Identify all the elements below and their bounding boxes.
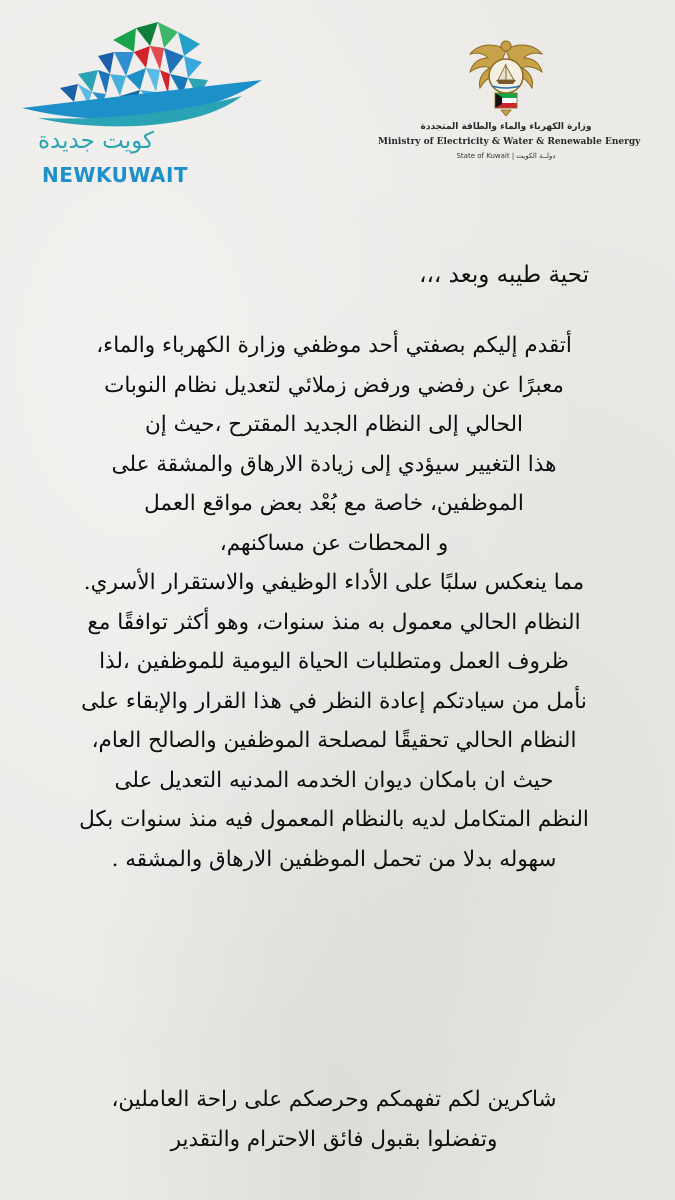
body-line: النظم المتكامل لديه بالنظام المعمول فيه منذ سنوات بكل (79, 807, 589, 832)
letter-body (14, 326, 654, 879)
kuwait-emblem-icon (468, 36, 544, 116)
letter-greeting: تحية طيبه وبعد ،،، (419, 262, 589, 288)
new-kuwait-english-text: NEWKUWAIT (42, 163, 189, 187)
ministry-header (378, 36, 641, 168)
ministry-english-name: Ministry of Electricity & Water & Renewable Energy (378, 137, 641, 147)
state-of-kuwait-line: State of Kuwait | دولــة الكويت (456, 152, 556, 160)
body-line: حيث ان بامكان ديوان الخدمه المدنيه التعديل على (114, 767, 554, 793)
closing-line: شاكرين لكم تفهمكم وحرصكم على راحة العاملين، (111, 1087, 557, 1112)
body-line: النظام الحالي تحقيقًا لمصلحة الموظفين والصالح العام، (91, 728, 577, 753)
body-line: مما ينعكس سلبًا على الأداء الوظيفي والاستقرار الأسري. (83, 570, 585, 595)
new-kuwait-sail-icon (18, 22, 263, 132)
letter-closing (14, 1080, 654, 1160)
body-line: الموظفين، خاصة مع بُعْد بعض مواقع العمل (144, 491, 524, 516)
body-line: ظروف العمل ومتطلبات الحياة اليومية للموظفين ،لذا (99, 649, 569, 674)
body-line: معبرًا عن رفضي ورفض زملائي لتعديل نظام النوبات (104, 372, 564, 398)
new-kuwait-logo (18, 22, 263, 187)
body-line: نأمل من سيادتكم إعادة النظر في هذا القرار والإبقاء على (81, 688, 587, 714)
ministry-arabic-name: وزارة الكهرباء والماء والطاقة المتجددة (420, 122, 592, 132)
body-line: الحالي إلى النظام الجديد المقترح ،حيث إن (145, 412, 523, 437)
body-line: و المحطات عن مساكنهم، (219, 530, 449, 556)
body-line: سهوله بدلا من تحمل الموظفين الارهاق والمشقه . (111, 846, 557, 872)
body-line: النظام الحالي معمول به منذ سنوات، وهو أكثر توافقًا مع (87, 609, 581, 635)
body-line: أتقدم إليكم بصفتي أحد موظفي وزارة الكهرباء والماء، (96, 333, 572, 358)
new-kuwait-arabic-text: كويت جديدة (38, 128, 154, 154)
body-line: هذا التغيير سيؤدي إلى زيادة الارهاق والمشقة على (111, 451, 557, 477)
closing-line: وتفضلوا بقبول فائق الاحترام والتقدير (170, 1127, 498, 1152)
